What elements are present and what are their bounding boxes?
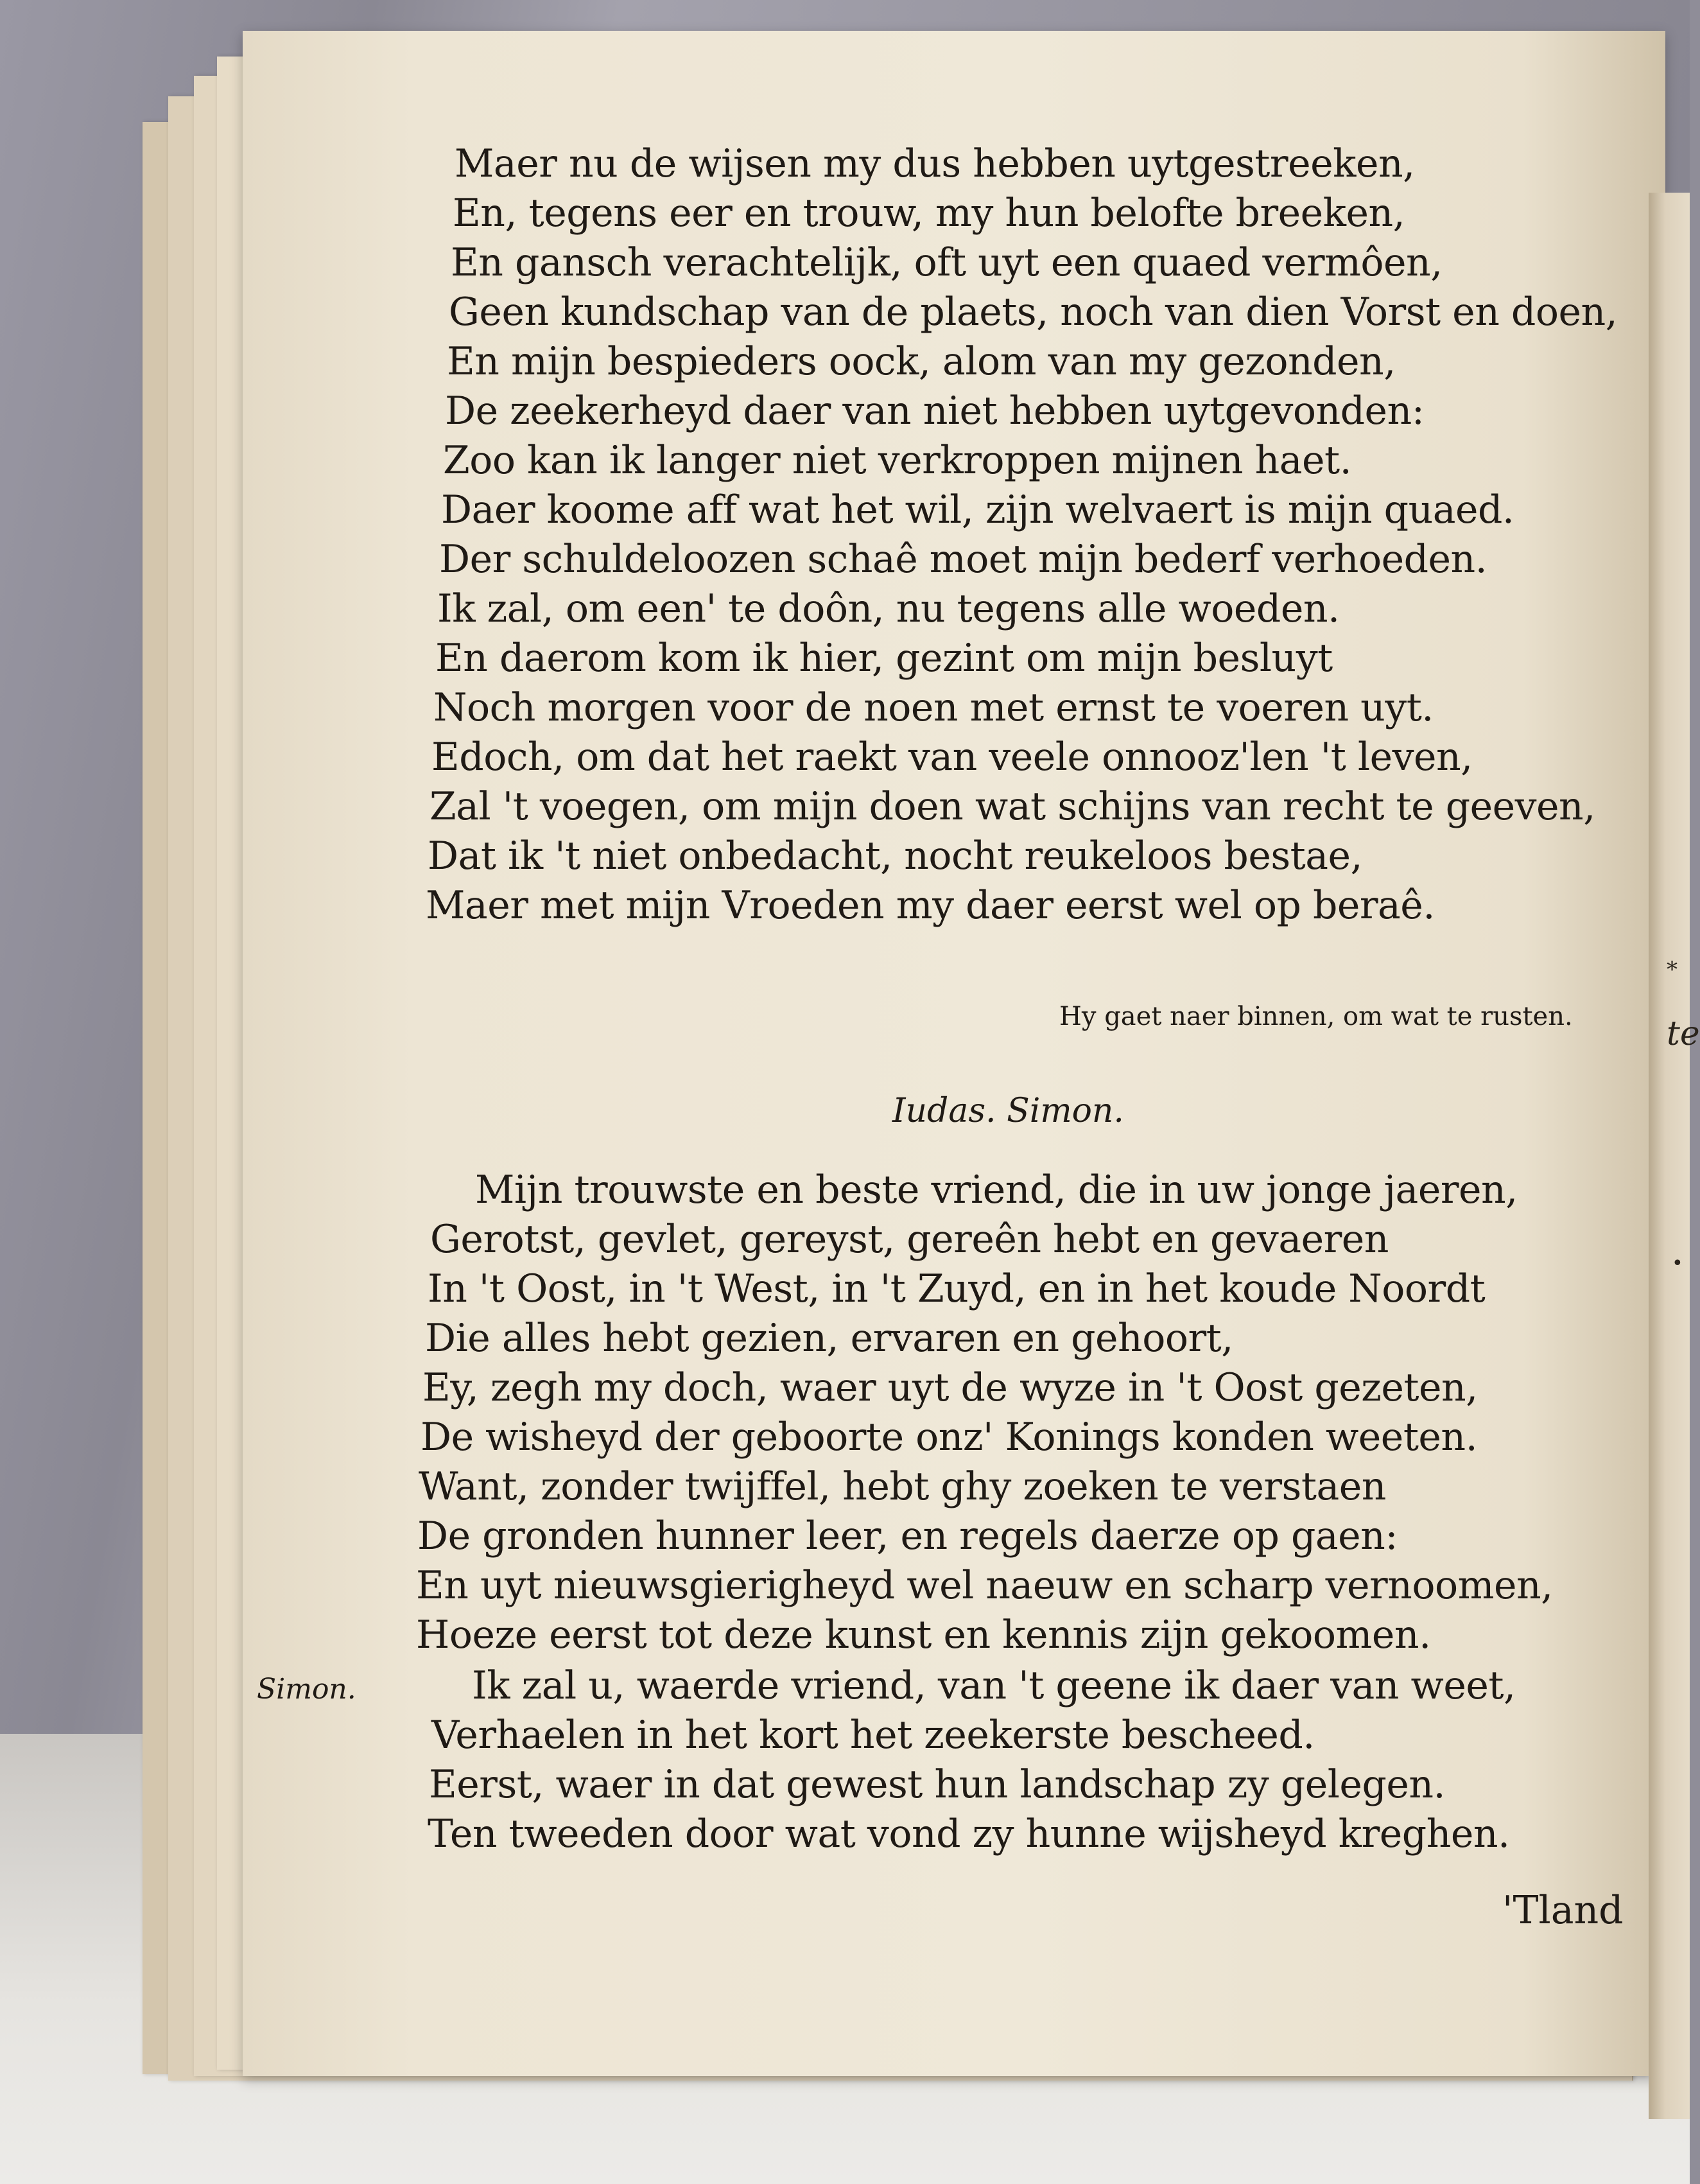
verse-line: De zeekerheyd daer van niet hebben uytgevonden: — [445, 389, 1425, 433]
verse-line: Verhaelen in het kort het zeekerste bescheed. — [431, 1713, 1315, 1758]
verse-line: De gronden hunner leer, en regels daerze op gaen: — [417, 1514, 1398, 1559]
verse-line: Dat ik 't niet onbedacht, nocht reukeloos bestae, — [428, 834, 1363, 878]
facing-page-dot: • — [1672, 1252, 1683, 1275]
verse-line: Noch morgen voor de noen met ernst te voeren uyt. — [433, 685, 1434, 730]
verse-line: En mijn bespieders oock, alom van my gezonden, — [447, 339, 1396, 384]
verse-line: Ten tweeden door wat vond zy hunne wijsheyd kreghen. — [428, 1812, 1510, 1856]
verse-line: En gansch verachtelijk, oft uyt een quaed vermôen, — [451, 240, 1443, 285]
stage-direction: Hy gaet naer binnen, om wat te rusten. — [1059, 1002, 1573, 1031]
verse-line: Geen kundschap van de plaets, noch van dien Vorst en doen, — [449, 290, 1618, 335]
verse-line: Zoo kan ik langer niet verkroppen mijnen haet. — [443, 438, 1352, 483]
verse-line: Want, zonder twijffel, hebt ghy zoeken te verstaen — [419, 1464, 1386, 1509]
verse-line: Der schuldeloozen schaê moet mijn bederf verhoeden. — [439, 537, 1488, 582]
verse-line: Die alles hebt gezien, ervaren en gehoort, — [425, 1316, 1233, 1361]
verse-line: Ey, zegh my doch, waer uyt de wyze in 't Oost gezeten, — [422, 1365, 1478, 1410]
speaker-label: Simon. — [257, 1673, 356, 1706]
verse-line: Daer koome aff wat het wil, zijn welvaert is mijn quaed. — [441, 487, 1514, 532]
facing-page-asterisk: * — [1667, 957, 1678, 983]
verse-line: Mijn trouwste en beste vriend, die in uw jonge jaeren, — [475, 1167, 1518, 1212]
verse-line: In 't Oost, in 't West, in 't Zuyd, en in het koude Noordt — [428, 1266, 1486, 1311]
catchword: 'Tland — [1502, 1888, 1624, 1933]
verse-line: Gerotst, gevlet, gereyst, gereên hebt en gevaeren — [430, 1217, 1389, 1262]
verse-line: De wisheyd der geboorte onz' Konings konden weeten. — [421, 1415, 1478, 1460]
verse-line: Eerst, waer in dat gewest hun landschap zy gelegen. — [429, 1762, 1446, 1807]
verse-line: Ik zal, om een' te doôn, nu tegens alle woeden. — [437, 586, 1340, 631]
verse-line: Maer met mijn Vroeden my daer eerst wel op beraê. — [426, 883, 1435, 928]
verse-line: Hoeze eerst tot deze kunst en kennis zijn gekoomen. — [416, 1612, 1431, 1657]
verse-line: Zal 't voegen, om mijn doen wat schijns van recht te geeven, — [429, 784, 1595, 829]
facing-page-fragment: te — [1667, 1015, 1700, 1053]
verse-line: En, tegens eer en trouw, my hun belofte breeken, — [453, 191, 1405, 236]
verse-line: Edoch, om dat het raekt van veele onnooz'len 't leven, — [431, 735, 1473, 780]
scene-heading: Iudas. Simon. — [892, 1092, 1124, 1130]
verse-line: Maer nu de wijsen my dus hebben uytgestreeken, — [455, 141, 1415, 186]
verse-line: En uyt nieuwsgierigheyd wel naeuw en scharp vernoomen, — [416, 1563, 1553, 1608]
verse-line: En daerom kom ik hier, gezint om mijn besluyt — [435, 636, 1333, 681]
verse-line: Ik zal u, waerde vriend, van 't geene ik daer van weet, — [472, 1663, 1516, 1708]
